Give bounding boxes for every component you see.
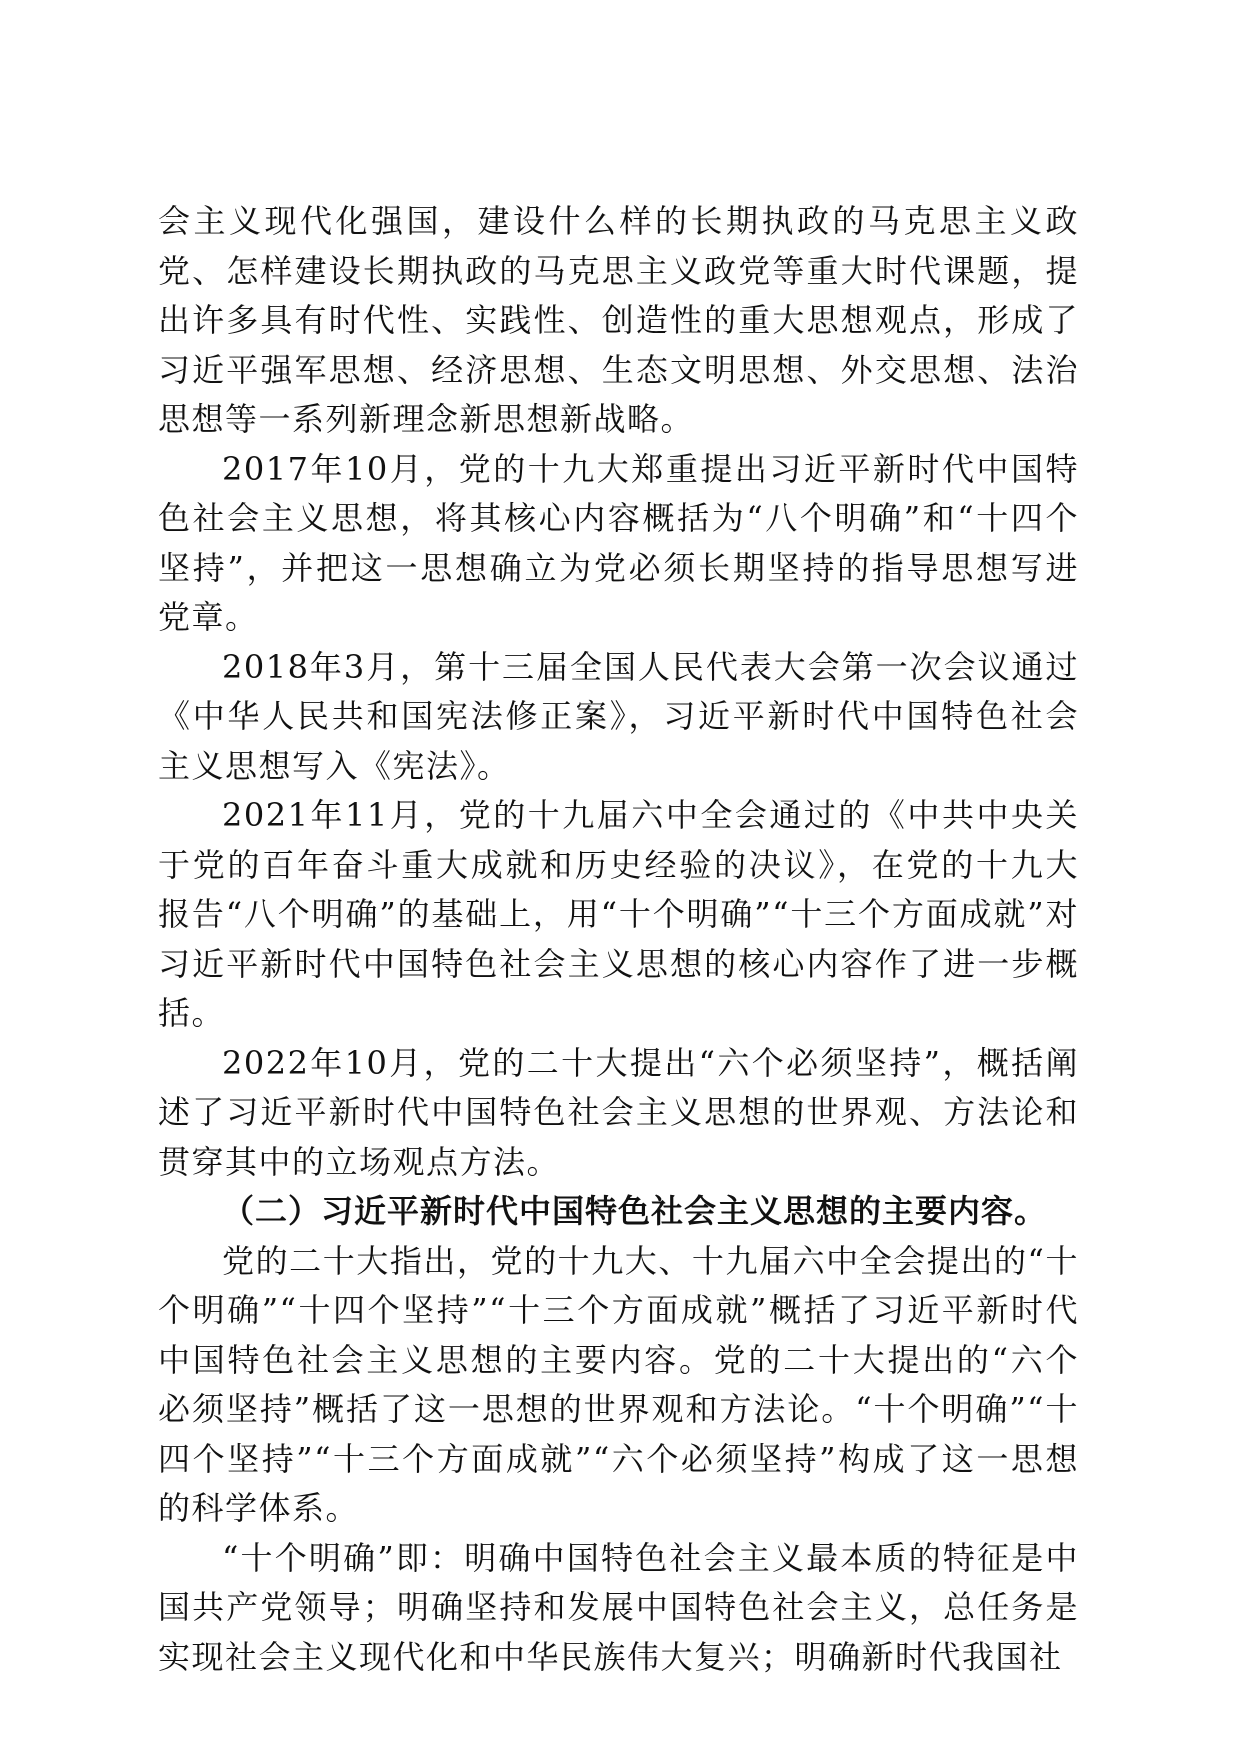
paragraph-2018: 2018年3月，第十三届全国人民代表大会第一次会议通过《中华人民共和国宪法修正案》，习近平新时代中国特色社会主义思想写入《宪法》。 <box>158 647 1079 785</box>
paragraph-2017: 2017年10月，党的十九大郑重提出习近平新时代中国特色社会主义思想，将其核心内容概括为“八个明确”和“十四个坚持”，并把这一思想确立为党必须长期坚持的指导思想写进党章。 <box>158 449 1079 636</box>
paragraph-2022: 2022年10月，党的二十大提出“六个必须坚持”，概括阐述了习近平新时代中国特色社会主义思想的世界观、方法论和贯穿其中的立场观点方法。 <box>158 1043 1079 1181</box>
paragraph-ten-clarifications: “十个明确”即：明确中国特色社会主义最本质的特征是中国共产党领导；明确坚持和发展中国特色社会主义，总任务是实现社会主义现代化和中华民族伟大复兴；明确新时代我国社 <box>158 1538 1079 1676</box>
document-page <box>158 197 1079 1682</box>
section-heading: （二）习近平新时代中国特色社会主义思想的主要内容。 <box>222 1192 1048 1230</box>
paragraph-main-content: 党的二十大指出，党的十九大、十九届六中全会提出的“十个明确”“十四个坚持”“十三个方面成就”概括了习近平新时代中国特色社会主义思想的主要内容。党的二十大提出的“六个必须坚持”概括了这一思想的世界观和方法论。“十个明确”“十四个坚持”“十三个方面成就”“六个必须坚持”构成了这一思想的科学体系。 <box>158 1241 1079 1527</box>
paragraph-continuation: 会主义现代化强国，建设什么样的长期执政的马克思主义政党、怎样建设长期执政的马克思主义政党等重大时代课题，提出许多具有时代性、实践性、创造性的重大思想观点，形成了习近平强军思想、经济思想、生态文明思想、外交思想、法治思想等一系列新理念新思想新战略。 <box>158 202 1079 438</box>
paragraph-2021: 2021年11月，党的十九届六中全会通过的《中共中央关于党的百年奋斗重大成就和历史经验的决议》，在党的十九大报告“八个明确”的基础上，用“十个明确”“十三个方面成就”对习近平新时代中国特色社会主义思想的核心内容作了进一步概括。 <box>158 796 1079 1032</box>
